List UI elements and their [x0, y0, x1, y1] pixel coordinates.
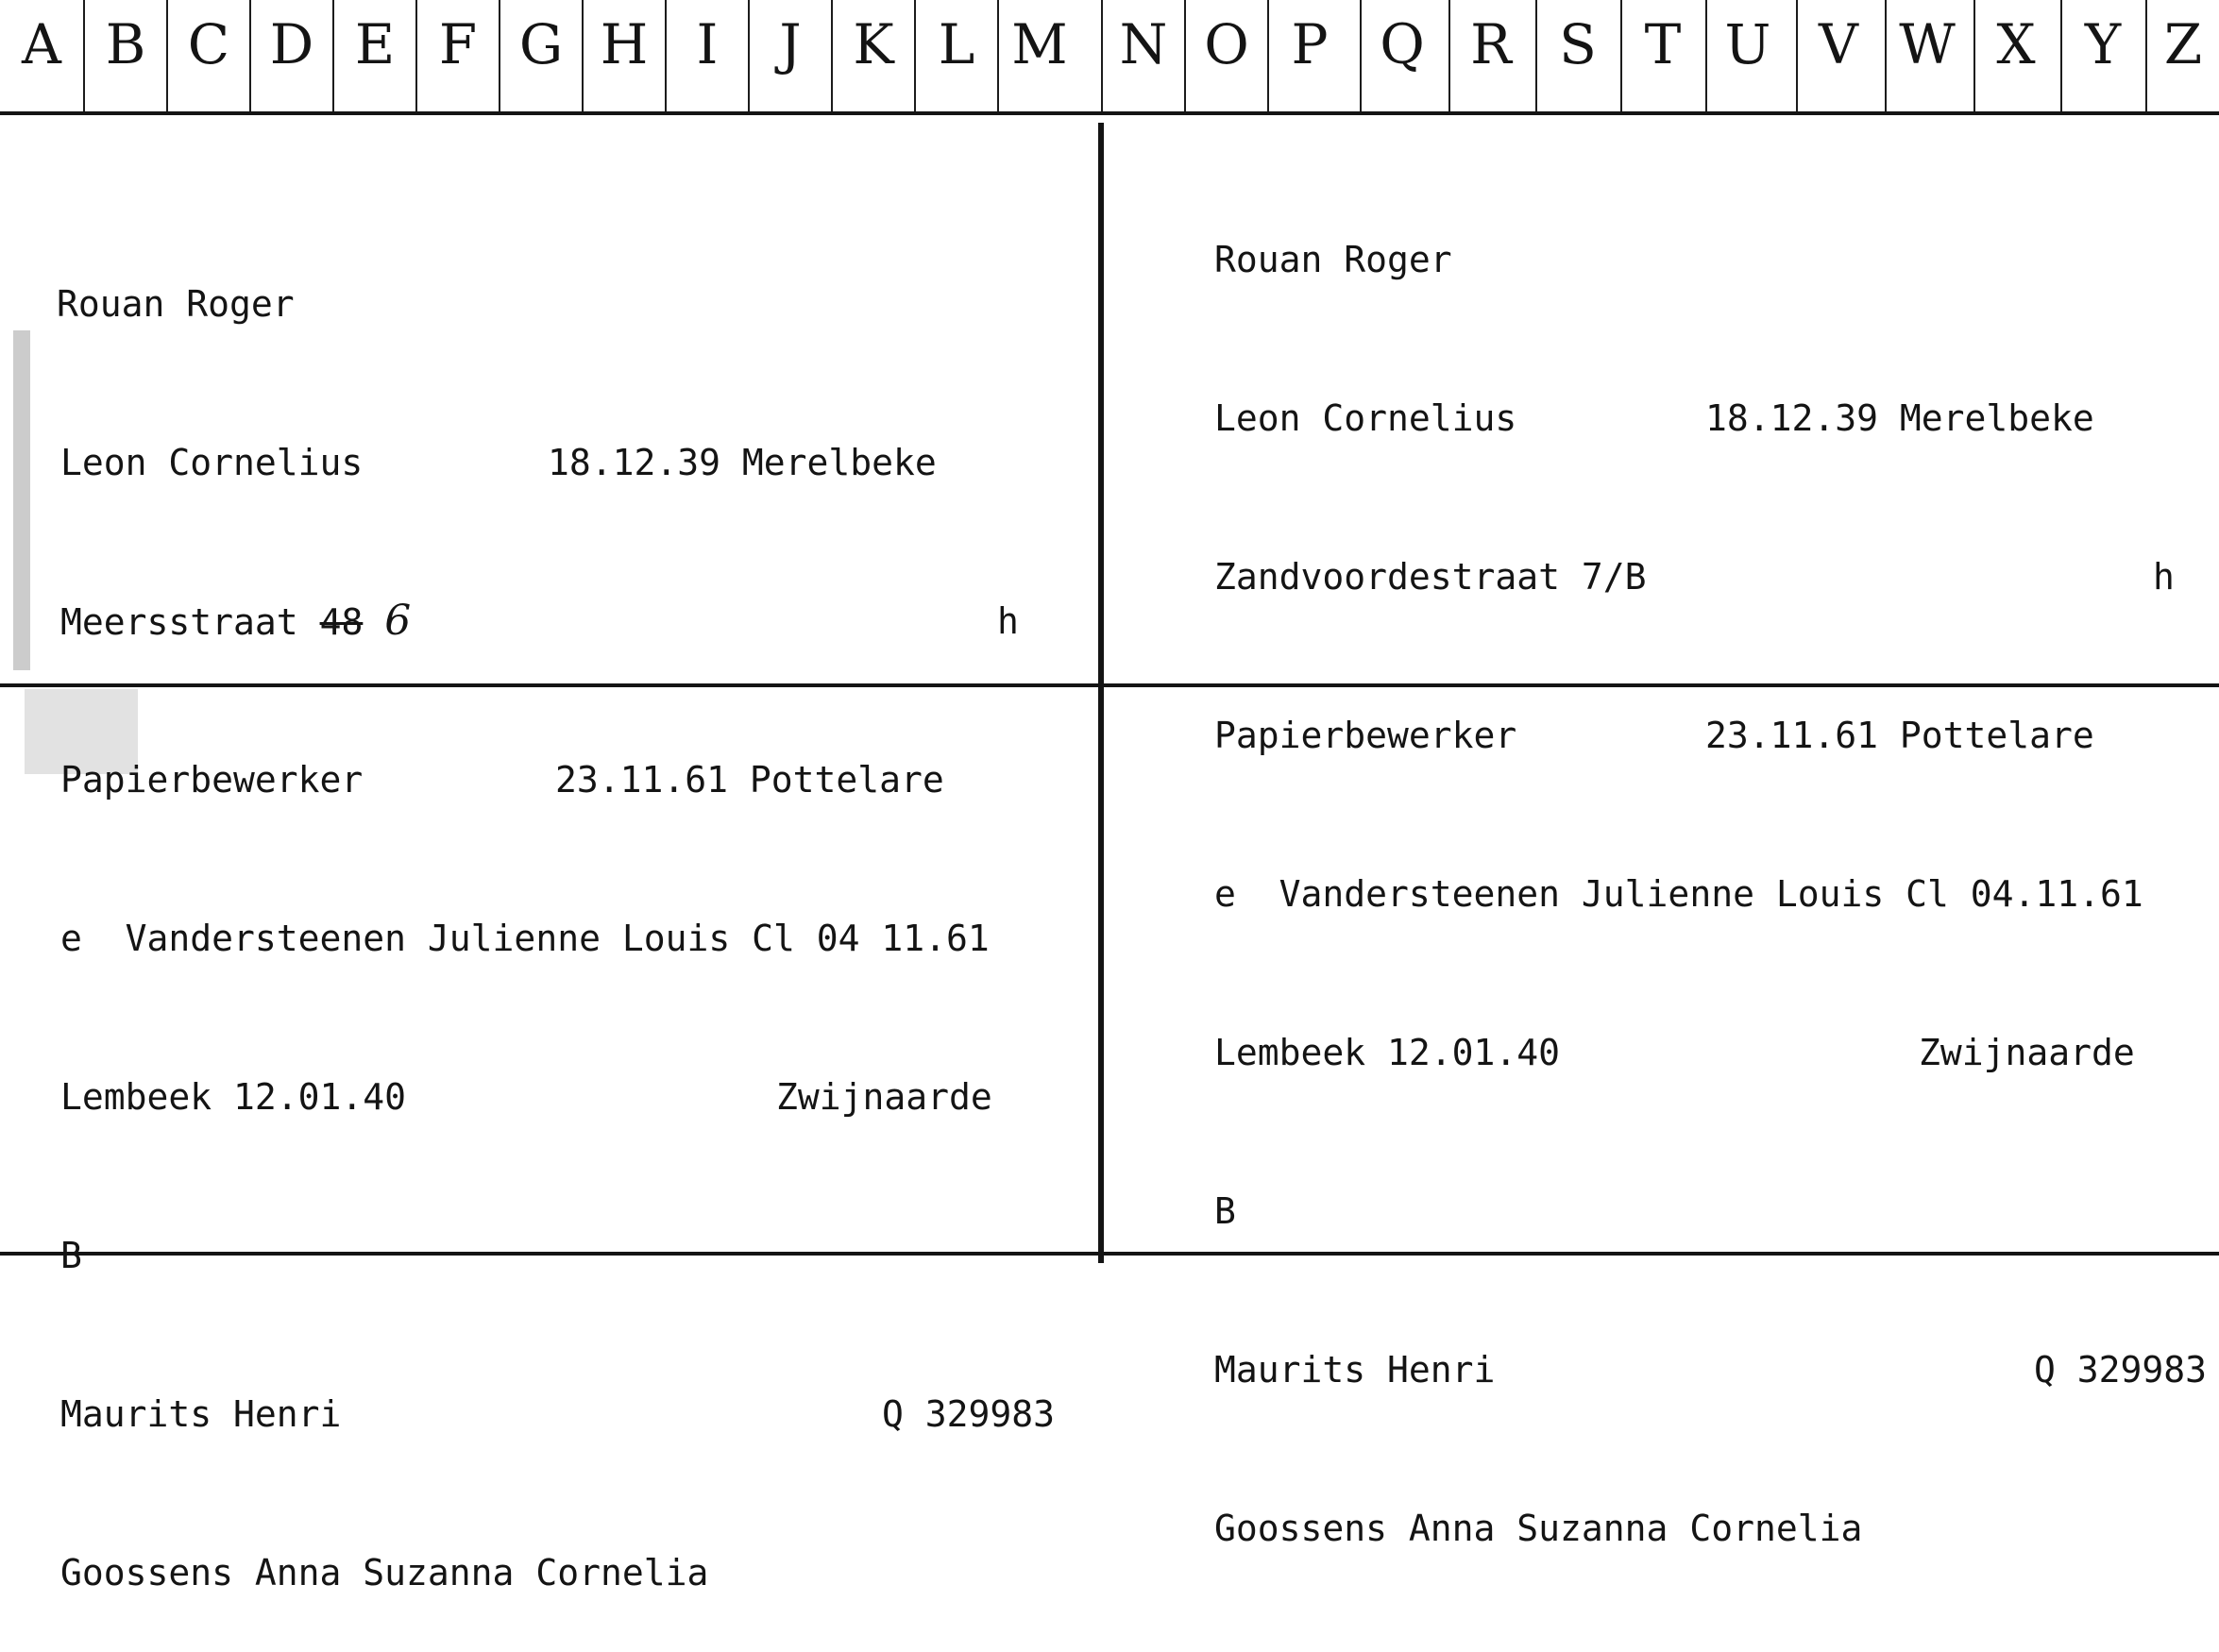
street-address: Zandvoordestraat 7/B [1214, 556, 1647, 598]
index-letter-i: I [665, 0, 748, 111]
residence: Zwijnaarde [776, 1076, 992, 1118]
file-number: Q 329983 [882, 1393, 1056, 1435]
index-letter-h: H [582, 0, 665, 111]
index-letter-s: S [1535, 0, 1618, 111]
index-letter-n: N [1101, 0, 1184, 111]
index-letter-c: C [166, 0, 249, 111]
index-letter-t: T [1620, 0, 1703, 111]
index-letter-p: P [1267, 0, 1350, 111]
index-letter-u: U [1705, 0, 1788, 111]
birth-date-place: 18.12.39 Merelbeke [1705, 397, 2094, 439]
scan-smudge [13, 330, 30, 670]
index-letter-f: F [415, 0, 499, 111]
father-name: Maurits Henri [60, 1393, 342, 1435]
occupation: Papierbewerker [60, 759, 364, 801]
index-letter-j: J [748, 0, 831, 111]
index-letter-k: K [831, 0, 914, 111]
mother-name: Goossens Anna Suzanna Cornelia [60, 1552, 709, 1593]
index-letter-g: G [499, 0, 582, 111]
street-name: Meersstraat [60, 601, 298, 643]
street-address [60, 595, 411, 649]
occupation-date-place: 23.11.61 Pottelare [1705, 715, 2094, 756]
spouse-birth: Lembeek 12.01.40 [60, 1076, 407, 1118]
index-letter-d: D [249, 0, 332, 111]
father-name: Maurits Henri [1214, 1349, 1496, 1391]
given-names: Leon Cornelius [60, 442, 364, 483]
birth-date-place: 18.12.39 Merelbeke [548, 442, 937, 483]
mother-name: Goossens Anna Suzanna Cornelia [1214, 1508, 1863, 1549]
record-card-left [57, 172, 1076, 1652]
index-letter-z: Z [2145, 0, 2219, 111]
residence: Zwijnaarde [1919, 1032, 2135, 1073]
file-number: Q 329983 [2034, 1349, 2208, 1391]
index-letter-m: M [997, 0, 1080, 111]
index-letter-e: E [332, 0, 415, 111]
card-divider-vertical [1098, 123, 1104, 1263]
index-letter-r: R [1448, 0, 1532, 111]
surname-line: Rouan Roger [1214, 239, 1452, 280]
occupation-date-place: 23.11.61 Pottelare [555, 759, 944, 801]
spouse-line: e Vandersteenen Julienne Louis Cl 04.11.61 [1214, 873, 2143, 915]
index-letter-w: W [1885, 0, 1968, 111]
index-letter-a: A [22, 12, 61, 76]
struck-house-number: 48 [319, 601, 364, 643]
index-letter-v: V [1796, 0, 1879, 111]
status-code: h [2153, 556, 2175, 598]
status-code: h [997, 600, 1019, 642]
index-letter-x: X [1973, 0, 2057, 111]
spouse-birth: Lembeek 12.01.40 [1214, 1032, 1561, 1073]
category-letter: B [1214, 1190, 1236, 1232]
surname-line: Rouan Roger [57, 283, 295, 325]
occupation: Papierbewerker [1214, 715, 1517, 756]
index-letter-l: L [914, 0, 997, 111]
alphabet-index-strip [0, 0, 2219, 115]
handwritten-house-number: 6 [384, 597, 412, 645]
index-letter-b: B [83, 0, 166, 111]
index-letter-y: Y [2060, 0, 2143, 111]
given-names: Leon Cornelius [1214, 397, 1517, 439]
index-letter-q: Q [1360, 0, 1443, 111]
category-letter: B [60, 1235, 82, 1276]
index-letter-o: O [1184, 0, 1267, 111]
record-card-right [1214, 127, 2219, 1608]
spouse-line: e Vandersteenen Julienne Louis Cl 04 11.61 [60, 918, 990, 959]
